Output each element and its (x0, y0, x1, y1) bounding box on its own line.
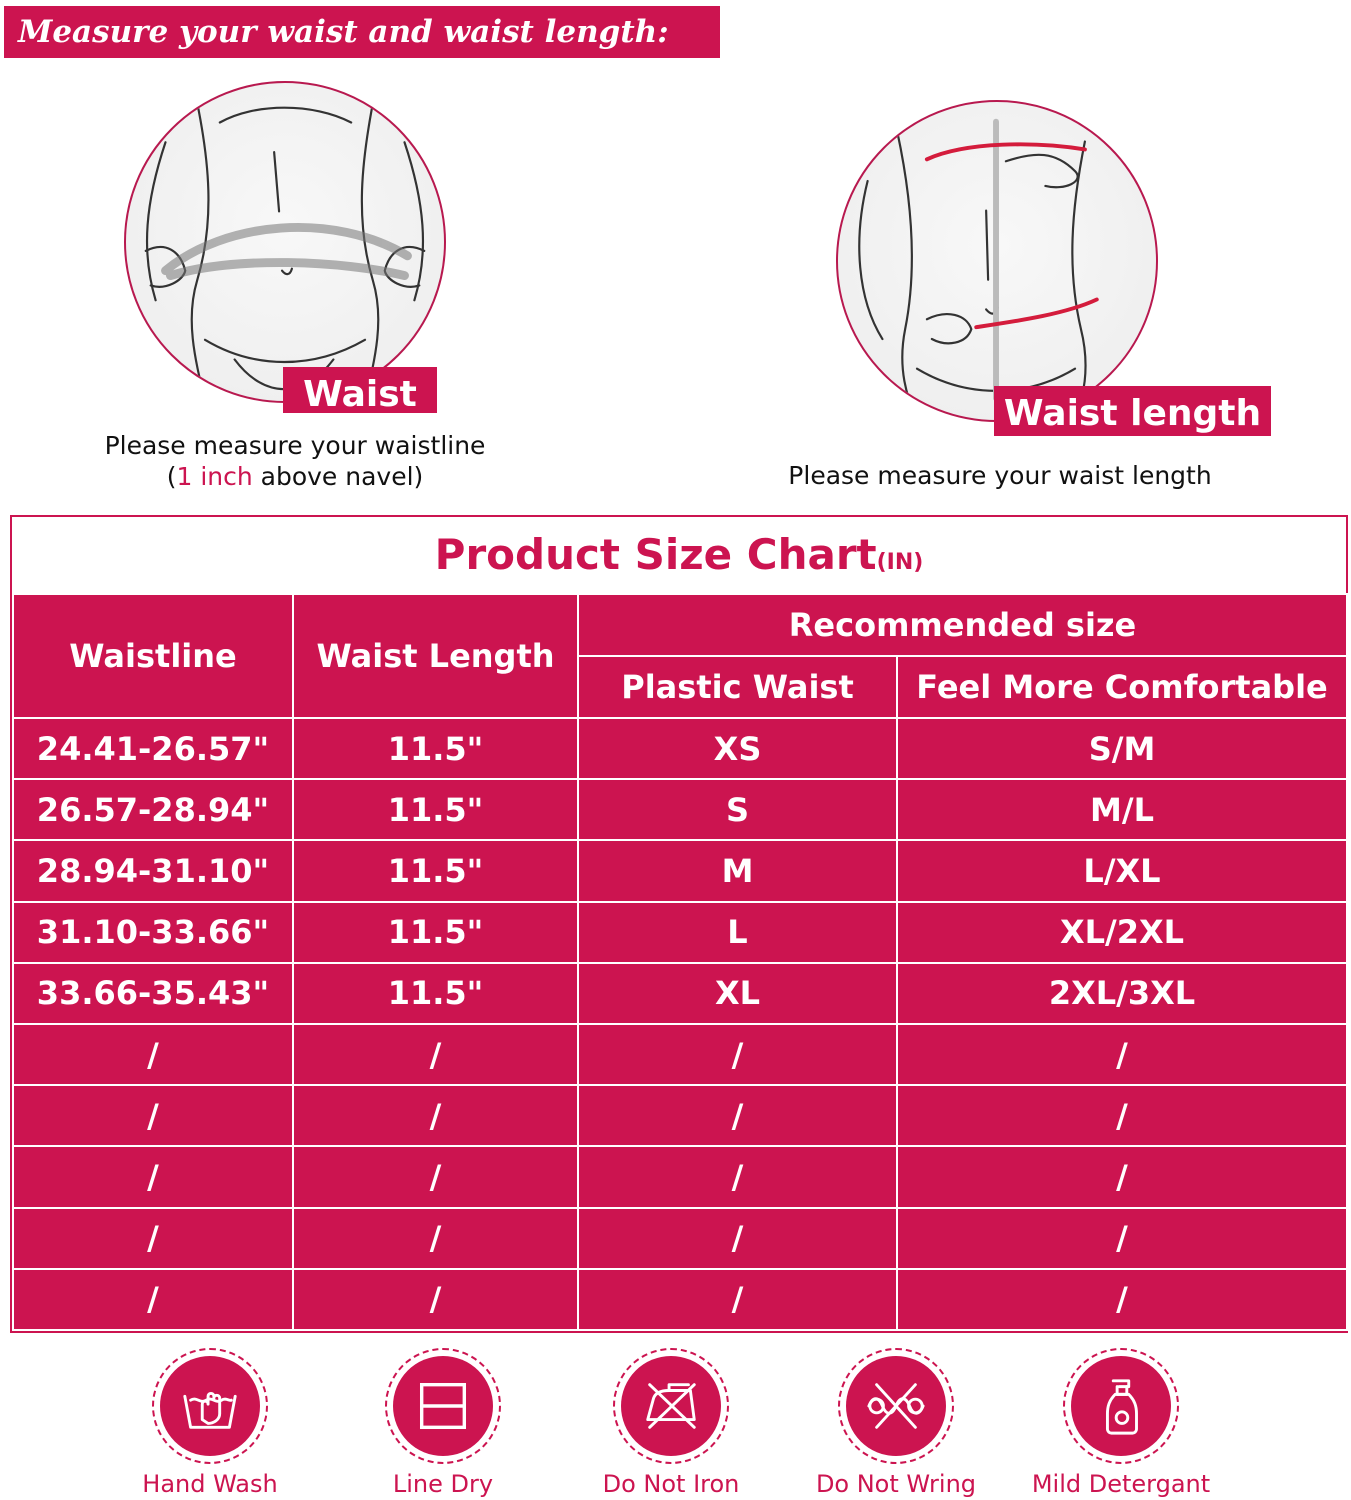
cell-comfortable: / (897, 1085, 1347, 1146)
table-row (13, 1208, 1347, 1269)
table-row (13, 1085, 1347, 1146)
cell-waist-length: / (293, 1269, 578, 1330)
cell-plastic-waist: M (578, 840, 897, 901)
care-item-mild-detergent (1006, 1348, 1236, 1498)
care-label: Hand Wash (142, 1470, 278, 1498)
cell-plastic-waist: / (578, 1269, 897, 1330)
cell-waistline: 26.57-28.94" (13, 779, 293, 840)
waist-length-caption: Please measure your waist length (788, 461, 1212, 490)
header-plastic-waist: Plastic Waist (578, 656, 897, 718)
cell-waist-length: / (293, 1208, 578, 1269)
cell-comfortable: S/M (897, 718, 1347, 779)
waist-caption-line2 (70, 461, 520, 492)
header-waistline: Waistline (13, 594, 293, 718)
cell-plastic-waist: XL (578, 963, 897, 1024)
cell-waist-length: 11.5" (293, 840, 578, 901)
cell-comfortable: / (897, 1146, 1347, 1207)
cell-waist-length: 11.5" (293, 779, 578, 840)
waist-length-tag: Waist length (994, 386, 1271, 436)
waist-illustration (124, 81, 446, 403)
cell-waist-length: / (293, 1085, 578, 1146)
cell-waistline: 31.10-33.66" (13, 902, 293, 963)
cell-waistline: 33.66-35.43" (13, 963, 293, 1024)
size-table (12, 593, 1348, 1331)
size-chart (10, 515, 1348, 1333)
waist-caption-line1: Please measure your waistline (104, 431, 486, 460)
care-label: Line Dry (392, 1470, 494, 1498)
cell-comfortable: 2XL/3XL (897, 963, 1347, 1024)
cell-waistline: / (13, 1269, 293, 1330)
do-not-wring-icon (865, 1375, 927, 1437)
cell-waist-length: 11.5" (293, 902, 578, 963)
mild-detergent-icon (1090, 1375, 1152, 1437)
waist-caption-highlight: 1 inch (176, 462, 253, 491)
cell-plastic-waist: / (578, 1085, 897, 1146)
care-item-line-dry (328, 1348, 558, 1498)
torso-waist-length-drawing (838, 102, 1156, 420)
cell-waistline: / (13, 1024, 293, 1085)
care-label: Mild Detergant (1031, 1470, 1211, 1498)
table-row (13, 718, 1347, 779)
torso-waist-drawing (126, 83, 444, 401)
care-item-do-not-wring (781, 1348, 1011, 1498)
cell-comfortable: L/XL (897, 840, 1347, 901)
cell-waist-length: 11.5" (293, 718, 578, 779)
table-row (13, 1269, 1347, 1330)
cell-plastic-waist: / (578, 1024, 897, 1085)
cell-plastic-waist: XS (578, 718, 897, 779)
cell-plastic-waist: / (578, 1146, 897, 1207)
cell-waistline: / (13, 1085, 293, 1146)
table-row (13, 779, 1347, 840)
cell-waist-length: / (293, 1146, 578, 1207)
cell-plastic-waist: L (578, 902, 897, 963)
waist-caption-open: ( (166, 462, 177, 491)
size-chart-title (12, 517, 1346, 593)
waist-caption (70, 430, 520, 492)
table-row (13, 840, 1347, 901)
cell-waistline: 28.94-31.10" (13, 840, 293, 901)
waist-caption-rest: above navel) (252, 462, 424, 491)
cell-comfortable: / (897, 1208, 1347, 1269)
cell-comfortable: / (897, 1269, 1347, 1330)
cell-plastic-waist: / (578, 1208, 897, 1269)
waist-tag: Waist (283, 367, 437, 413)
care-label: Do Not Wring (815, 1470, 977, 1498)
cell-comfortable: / (897, 1024, 1347, 1085)
cell-comfortable: M/L (897, 779, 1347, 840)
size-chart-unit: (IN) (876, 550, 924, 575)
line-dry-icon (412, 1375, 474, 1437)
table-row (13, 1146, 1347, 1207)
size-chart-title-text: Product Size Chart (434, 530, 877, 579)
cell-waist-length: / (293, 1024, 578, 1085)
page-title: Measure your waist and waist length: (4, 6, 720, 58)
table-row (13, 902, 1347, 963)
cell-waistline: 24.41-26.57" (13, 718, 293, 779)
header-feel-more-comfortable: Feel More Comfortable (897, 656, 1347, 718)
hand-wash-icon (179, 1375, 241, 1437)
care-label: Do Not Iron (602, 1470, 740, 1498)
header-waist-length: Waist Length (293, 594, 578, 718)
cell-plastic-waist: S (578, 779, 897, 840)
table-row (13, 1024, 1347, 1085)
cell-waist-length: 11.5" (293, 963, 578, 1024)
header-recommended-size: Recommended size (578, 594, 1347, 656)
cell-waistline: / (13, 1208, 293, 1269)
care-item-do-not-iron (556, 1348, 786, 1498)
cell-comfortable: XL/2XL (897, 902, 1347, 963)
care-item-hand-wash (95, 1348, 325, 1498)
waist-length-illustration (836, 100, 1158, 422)
cell-waistline: / (13, 1146, 293, 1207)
do-not-iron-icon (640, 1375, 702, 1437)
table-row (13, 963, 1347, 1024)
